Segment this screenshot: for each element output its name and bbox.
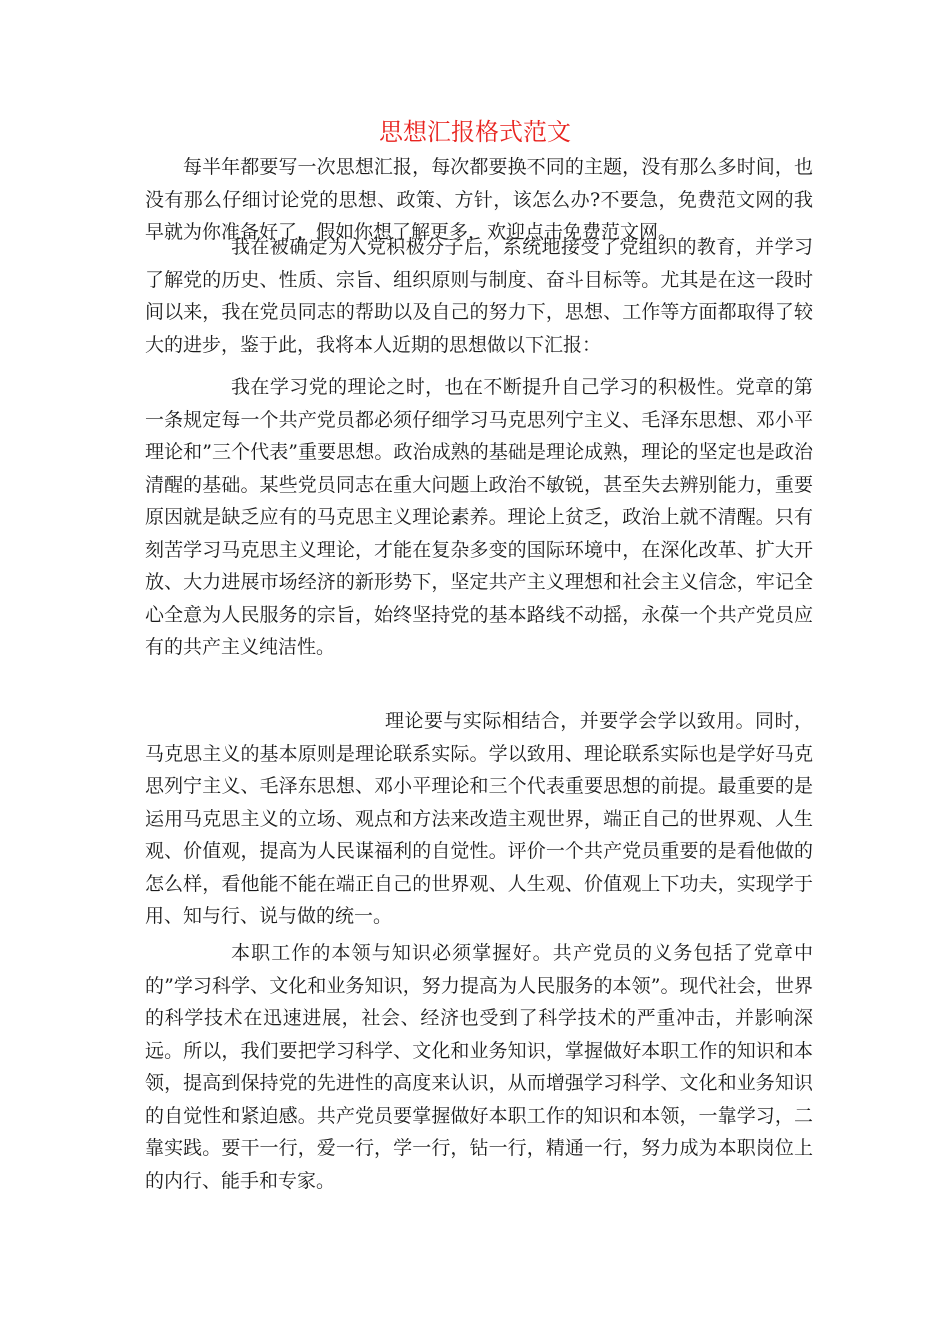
paragraph-theory-practice: 理论要与实际相结合，并要学会学以致用。同时，马克思主义的基本原则是理论联系实际。学以致用、理论联系实际也是学好马克思列宁主义、毛泽东思想、邓小平理论和三个代表重要思想的前提。最重要的是运用马克思主义的立场、观点和方法来改造主观世界，端正自己的世界观、人生观、价值观，提高为人民谋福利的自觉性。评价一个共产党员重要的是看他做的怎么样，看他能不能在端正自己的世界观、人生观、价值观上下功夫，实现学于用、知与行、说与做的统一。 [145, 710, 813, 927]
document-title: 思想汇报格式范文 [379, 118, 571, 146]
paragraph-background: 我在被确定为入党积极分子后，系统地接受了党组织的教育，并学习了解党的历史、性质、宗旨、组织原则与制度、奋斗目标等。尤其是在这一段时间以来，我在党员同志的帮助以及自己的努力下，思想、工作等方面都取得了较大的进步，鉴于此，我将本人近期的思想做以下汇报： [145, 236, 813, 356]
paragraph-professional-skills: 本职工作的本领与知识必须掌握好。共产党员的义务包括了党章中的”学习科学、文化和业务知识，努力提高为人民服务的本领”。现代社会，世界的科学技术在迅速进展，社会、经济也受到了科学技术的严重冲击，并影响深远。所以，我们要把学习科学、文化和业务知识，掌握做好本职工作的知识和本领，提高到保持党的先进性的高度来认识，从而增强学习科学、文化和业务知识的自觉性和紧迫感。共产党员要掌握做好本职工作的知识和本领，一靠学习，二靠实践。要干一行，爱一行，学一行，钻一行，精通一行，努力成为本职岗位上的内行、能手和专家。 [145, 942, 813, 1192]
paragraph-intro: 每半年都要写一次思想汇报，每次都要换不同的主题，没有那么多时间，也没有那么仔细讨论党的思想、政策、方针，该怎么办?不要急，免费范文网的我早就为你准备好了，假如你想了解更多，欢迎点击免费范文网。 [145, 156, 813, 243]
paragraph-theory-study: 我在学习党的理论之时，也在不断提升自己学习的积极性。党章的第一条规定每一个共产党员都必须仔细学习马克思列宁主义、毛泽东思想、邓小平理论和”三个代表”重要思想。政治成熟的基础是理论成熟，理论的坚定也是政治清醒的基础。某些党员同志在重大问题上政治不敏锐，甚至失去辨别能力，重要原因就是缺乏应有的马克思主义理论素养。理论上贫乏，政治上就不清醒。只有刻苦学习马克思主义理论，才能在复杂多变的国际环境中，在深化改革、扩大开放、大力进展市场经济的新形势下，坚定共产主义理想和社会主义信念，牢记全心全意为人民服务的宗旨，始终坚持党的基本路线不动摇，永葆一个共产党员应有的共产主义纯洁性。 [145, 376, 813, 658]
